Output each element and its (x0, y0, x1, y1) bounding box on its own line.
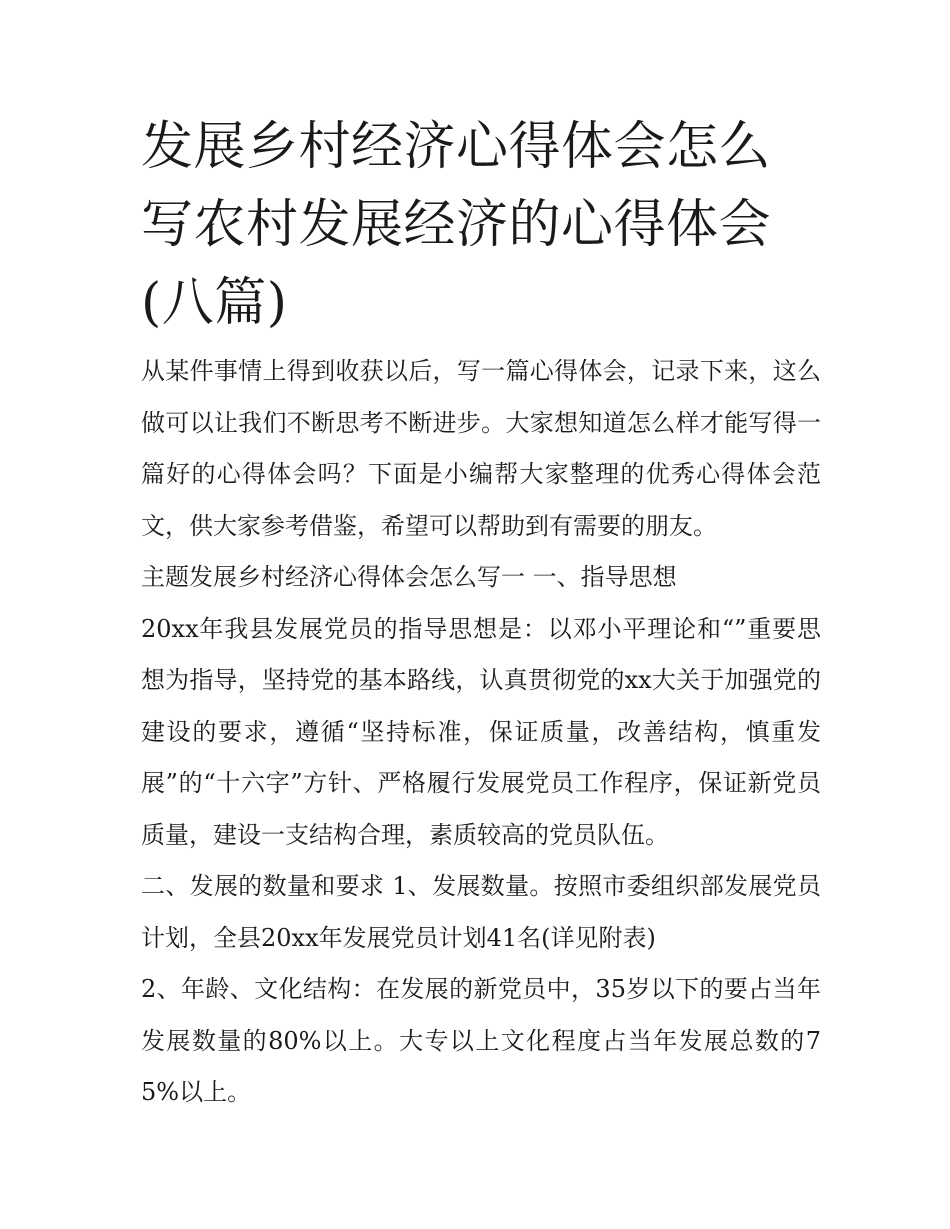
guiding-thought-paragraph: 20xx年我县发展党员的指导思想是：以邓小平理论和“”重要思想为指导，坚持党的基本路线，认真贯彻党的xx大关于加强党的建设的要求，遵循“坚持标准，保证质量，改善结构，慎重发展”的“十六字”方针、严格履行发展党员工作程序，保证新党员质量，建设一支结构合理，素质较高的党员队伍。 (141, 614, 821, 849)
document-page (141, 108, 821, 1119)
document-title: 发展乡村经济心得体会怎么写农村发展经济的心得体会(八篇) (141, 117, 772, 333)
intro-paragraph: 从某件事情上得到收获以后，写一篇心得体会，记录下来，这么做可以让我们不断思考不断进步。大家想知道怎么样才能写得一篇好的心得体会吗？下面是小编帮大家整理的优秀心得体会范文，供大家参考借鉴，希望可以帮助到有需要的朋友。 (141, 357, 821, 540)
age-education-paragraph: 2、年龄、文化结构：在发展的新党员中，35岁以下的要占当年发展数量的80%以上。大专以上文化程度占当年发展总数的75%以上。 (141, 975, 821, 1106)
section-heading-1: 主题发展乡村经济心得体会怎么写一 一、指导思想 (141, 563, 677, 591)
section-heading-2: 二、发展的数量和要求 1、发展数量。按照市委组织部发展党员计划，全县20xx年发展党员计划41名(详见附表) (141, 872, 821, 952)
